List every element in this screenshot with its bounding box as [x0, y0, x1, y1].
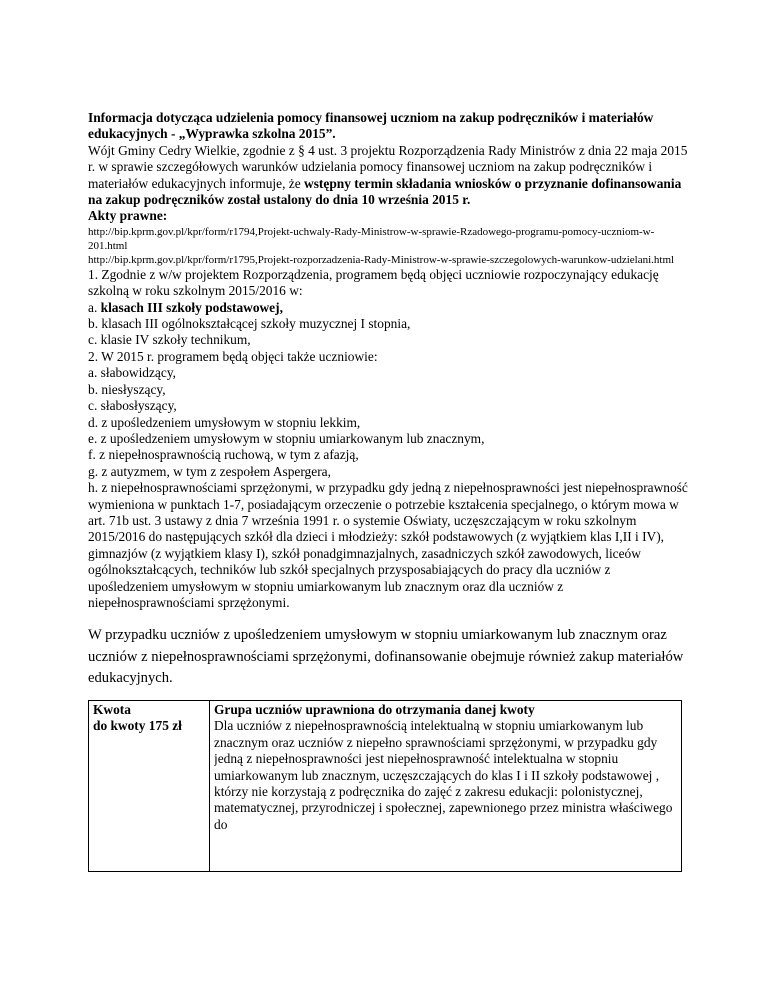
point-2-g: g. z autyzmem, w tym z zespołem Aspergera, — [88, 463, 331, 479]
point-2-f: f. z niepełnosprawnością ruchową, w tym z afazją, — [88, 447, 359, 463]
point-2-e: e. z upośledzeniem umysłowym w stopniu umiarkowanym lub znacznym, — [88, 430, 485, 446]
table-header-group: Grupa uczniów uprawniona do otrzymania danej kwoty — [214, 701, 535, 717]
point-2-c: c. słabosłyszący, — [88, 398, 177, 414]
table-cell-amount — [89, 700, 210, 871]
table-header-amount: Kwota — [93, 701, 131, 717]
table-cell-group — [210, 700, 682, 871]
document-page — [88, 110, 688, 872]
intro-paragraph — [88, 143, 688, 209]
point-2-a: a. słabowidzący, — [88, 365, 176, 381]
point-1-c: c. klasie IV szkoły technikum, — [88, 332, 251, 348]
point-2-h: h. z niepełnosprawnościami sprzężonymi, w przypadku gdy jedną z niepełnosprawności jest niepełnosprawność wymieniona w punktach 1-7, posiadającym orzeczenie o potrzebie kształcenia specjalnego, o którym mowa w art. 71b ust. 3 ustawy z dnia 7 września 1991 r. o systemie Oświaty, uczęszczającym w roku szkolnym 2015/2016 do następujących szkół dla dzieci i młodzieży: szkół podstawowych (z wyjątkiem klas I,II i IV), gimnazjów (z wyjątkiem klasy I), szkół ponadgimnazjalnych, zasadniczych szkół zawodowych, liceów ogólnokształcących, techników lub szkół specjalnych przysposabiających do pracy dla uczniów z upośledzeniem umysłowym w stopniu umiarkowanym lub znacznym oraz dla uczniów z niepełnosprawnościami sprzężonymi. — [88, 480, 688, 610]
point-1-a-text: klasach III szkoły podstawowej, — [100, 299, 283, 315]
intro-text: Wójt Gminy Cedry Wielkie, zgodnie z § 4 ust. 3 projektu Rozporządzenia Rady Ministrów z dnia 22 maja 2015 r. w sprawie szczegółowych warunków udzielania pomocy finansowej uczniom na zakup podręczników i materiałów edukacyjnych informuje, że — [88, 142, 688, 191]
document-title: Informacja dotycząca udzielenia pomocy finansowej uczniom na zakup podręczników i materiałów edukacyjnych - „Wyprawka szkolna 2015”. — [88, 110, 654, 142]
amount-table — [88, 700, 682, 872]
point-2-b: b. niesłyszący, — [88, 381, 166, 397]
legal-link-1[interactable]: http://bip.kprm.gov.pl/kpr/form/r1794,Projekt-uchwaly-Rady-Ministrow-w-sprawie-Rzadowego-programu-pomocy-uczniom-w-201.html — [88, 225, 655, 252]
materials-paragraph: W przypadku uczniów z upośledzeniem umysłowym w stopniu umiarkowanym lub znacznym oraz uczniów z niepełnosprawnościami sprzężonymi, dofinansowanie obejmuje również zakup materiałów edukacyjnych. — [88, 627, 684, 687]
legal-link-2[interactable]: http://bip.kprm.gov.pl/kpr/form/r1795,Projekt-rozporzadzenia-Rady-Ministrow-w-sprawie-szczegolowych-warunkow-udzielani.html — [88, 253, 675, 266]
point-2-d: d. z upośledzeniem umysłowym w stopniu lekkim, — [88, 414, 361, 430]
point-1-a — [88, 300, 688, 316]
point-1-b: b. klasach III ogólnokształcącej szkoły muzycznej I stopnia, — [88, 316, 411, 332]
table-row — [89, 700, 682, 871]
point-2: 2. W 2015 r. programem będą objęci także uczniowie: — [88, 348, 378, 364]
legal-heading: Akty prawne: — [88, 208, 168, 224]
table-group-text: Dla uczniów z niepełnosprawnością intelektualną w stopniu umiarkowanym lub znacznym oraz uczniów z niepełno sprawnościami sprzężonymi, w przypadku gdy jedną z niepełnosprawności jest niepełnosprawność intelektualna w stopniu umiarkowanym lub znacznym, uczęszczających do klas I i II szkoły podstawowej , którzy nie korzystają z podręcznika do zajęć z zakresu edukacji: polonistycznej, matematycznej, przyrodniczej i społecznej, zapewnionego przez ministra właściwego do — [214, 718, 673, 832]
point-1: 1. Zgodnie z w/w projektem Rozporządzenia, programem będą objęci uczniowie rozpoczynający edukację szkolną w roku szkolnym 2015/2016 w: — [88, 266, 659, 299]
point-1-a-prefix: a. — [88, 299, 101, 315]
intro-deadline: wstępny termin składania wniosków o przyznanie dofinansowania na zakup podręczników został ustalony do dnia 10 września 2015 r. — [88, 175, 682, 208]
table-amount-value: do kwoty 175 zł — [93, 718, 182, 734]
